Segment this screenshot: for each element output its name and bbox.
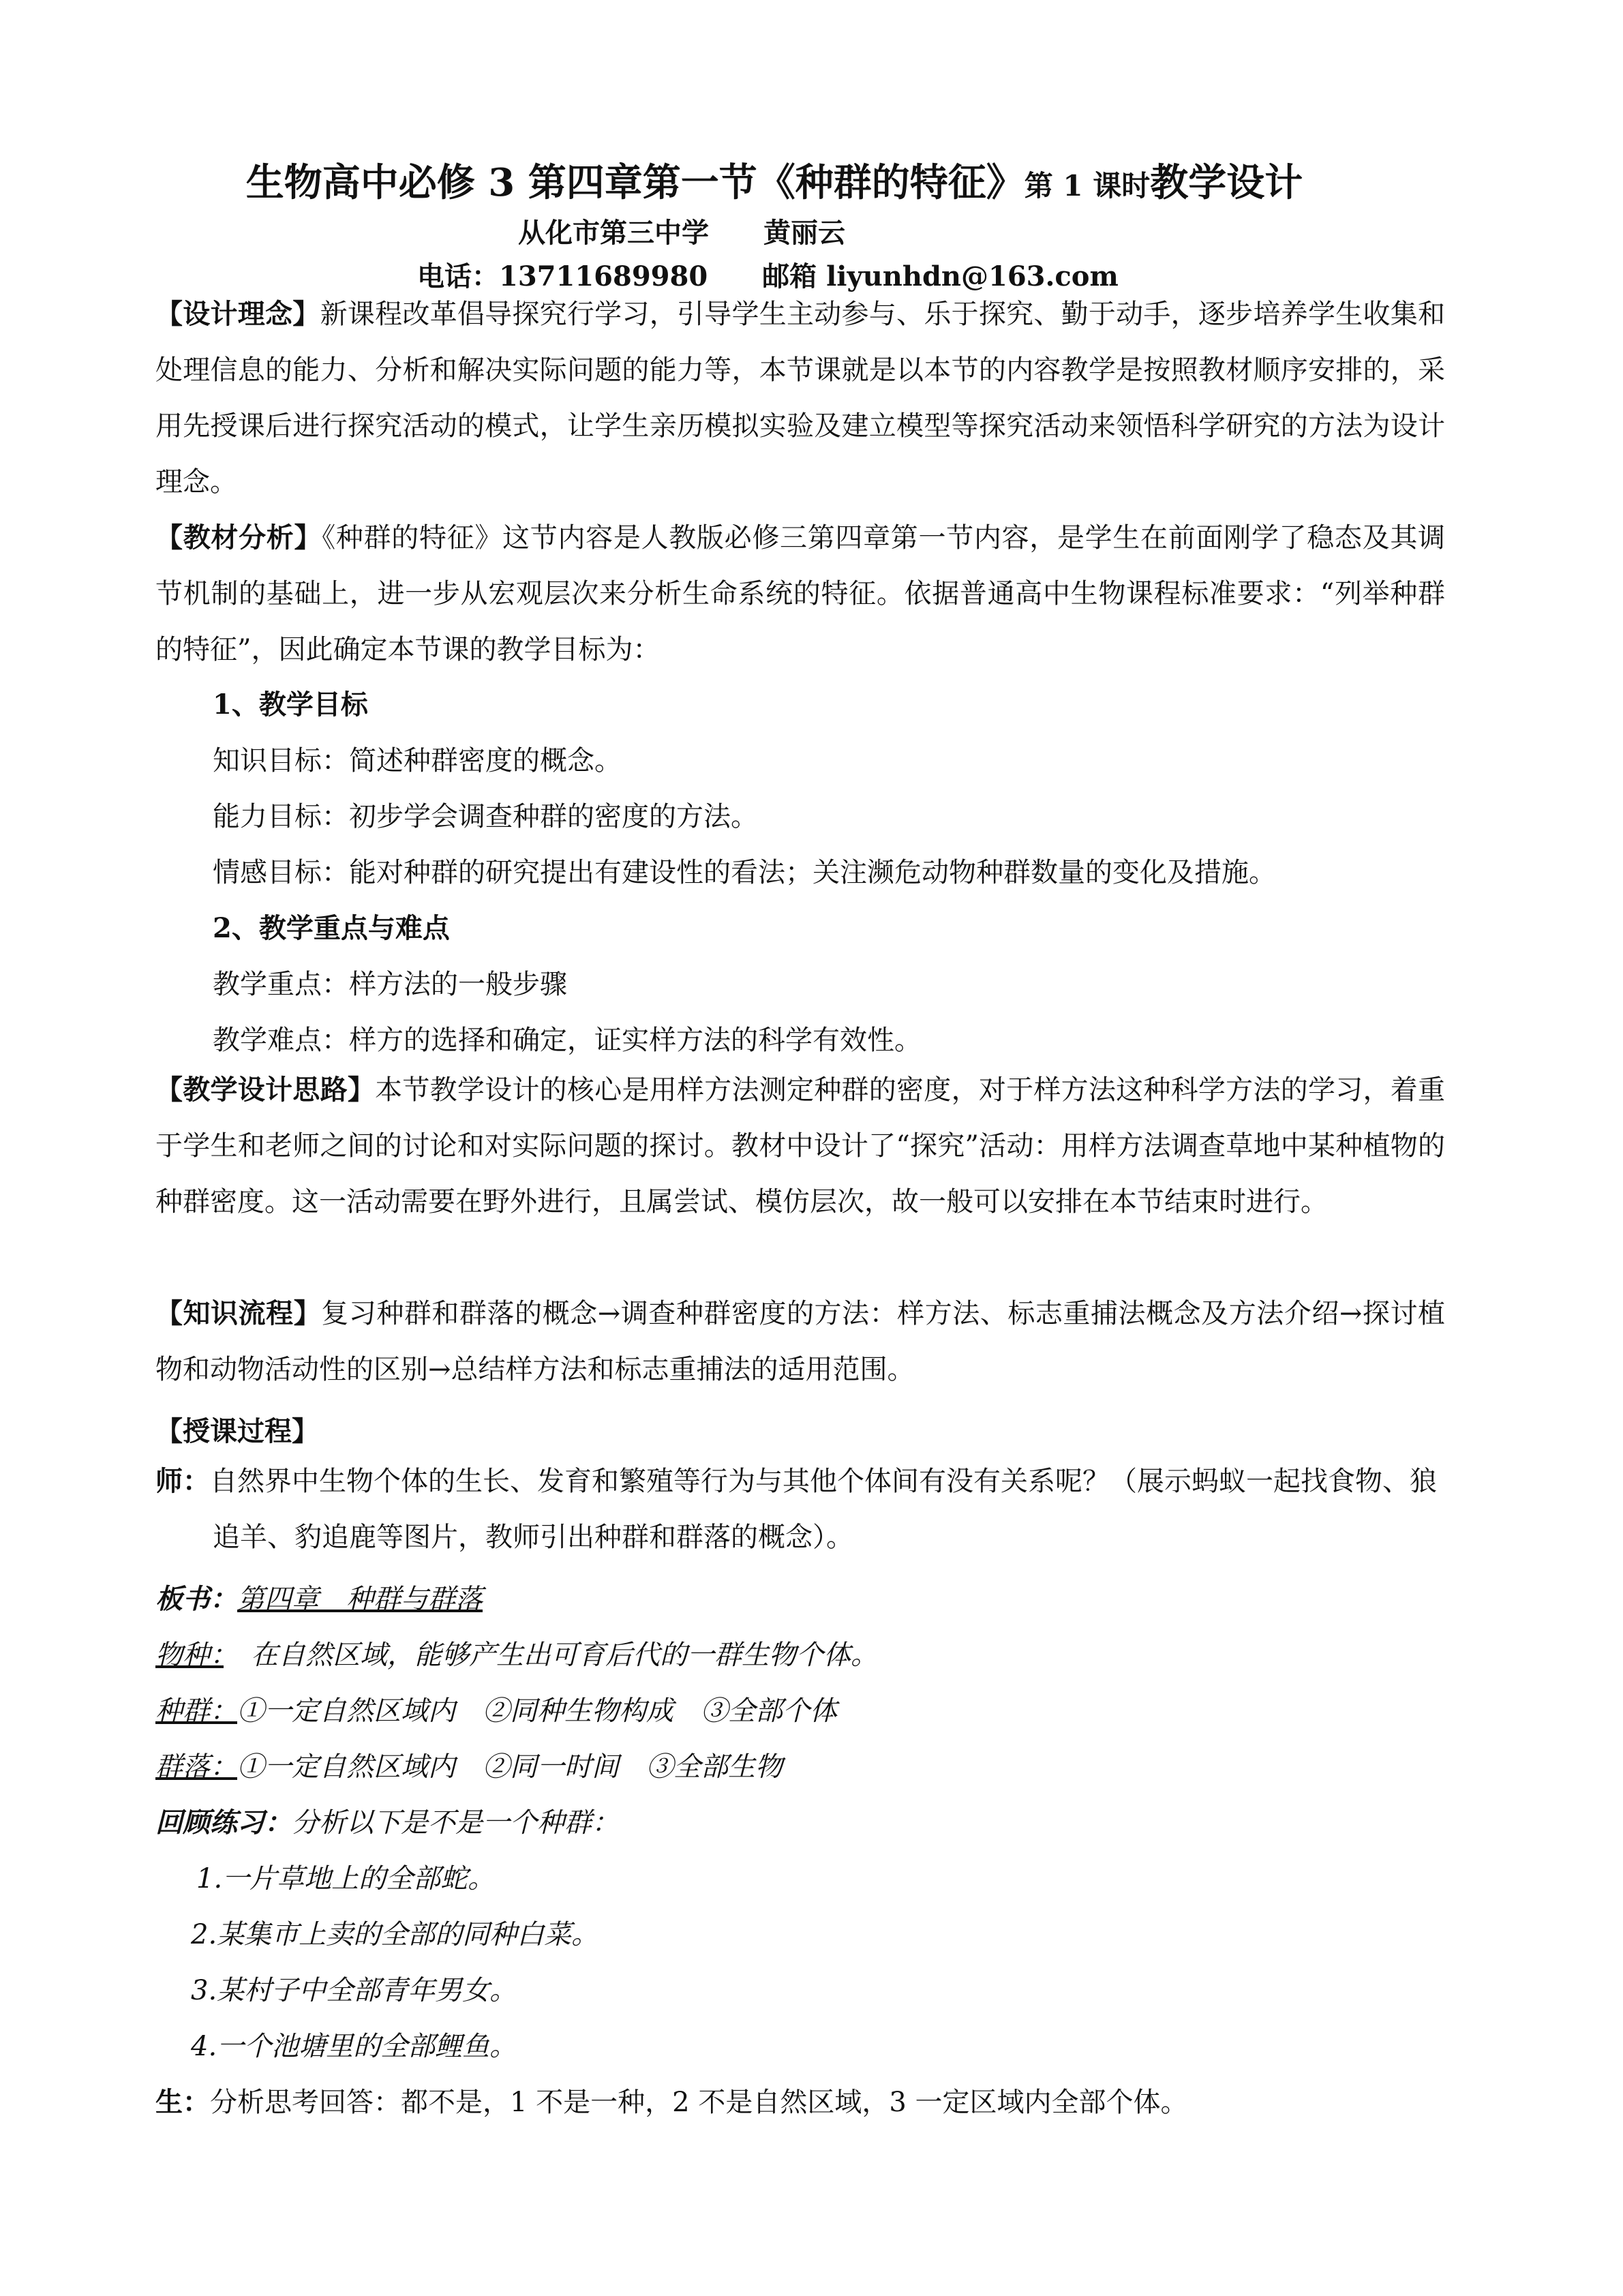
goal-ability: 能力目标：初步学会调查种群的密度的方法。 — [213, 801, 758, 832]
review-item: 1.一片草地上的全部蛇。 — [196, 1863, 496, 1894]
board-label: 板书： — [155, 1583, 237, 1615]
teacher-text: 自然界中生物个体的生长、发育和繁殖等行为与其他个体间有没有关系呢？（展示蚂蚁一起找食物、狼追羊、豹追鹿等图片，教师引出种群和群落的概念）。 — [210, 1466, 1437, 1553]
knowledge-flow-label: 【知识流程】 — [155, 1297, 322, 1329]
design-idea-text: 本节教学设计的核心是用样方法测定种群的密度，对于样方法这种科学方法的学习，着重于学生和老师之间的讨论和对实际问题的探讨。教材中设计了“探究”活动：用样方法调查草地中某种植物的种群密度。这一活动需要在野外进行，且属尝试、模仿层次，故一般可以安排在本节结束时进行。 — [155, 1074, 1446, 1218]
design-idea-label: 【教学设计思路】 — [155, 1074, 376, 1106]
goals-heading: 1、教学目标 — [213, 689, 368, 721]
population-text: ①一定自然区域内 ②同种生物构成 ③全部个体 — [237, 1695, 837, 1727]
review-line — [155, 1802, 619, 1843]
review-item: 4.一个池塘里的全部鲤鱼。 — [191, 2031, 517, 2062]
community-line — [155, 1747, 783, 1787]
key-point: 教学重点：样方法的一般步骤 — [213, 969, 567, 1000]
student-text: 分析思考回答：都不是，1 不是一种，2 不是自然区域，3 一定区域内全部个体。 — [210, 2087, 1188, 2118]
review-item: 2.某集市上卖的全部的同种白菜。 — [191, 1919, 599, 1950]
review-text: 分析以下是不是一个种群： — [292, 1807, 619, 1839]
material-analysis-label: 【教材分析】 — [155, 522, 322, 554]
species-text: 在自然区域，能够产生出可育后代的一群生物个体。 — [224, 1640, 878, 1671]
knowledge-flow-section — [155, 1286, 1445, 1398]
student-answer — [155, 2082, 1188, 2123]
difficulty-point: 教学难点：样方的选择和确定，证实样方法的科学有效性。 — [213, 1025, 922, 1056]
population-label: 种群： — [155, 1695, 237, 1727]
design-concept-section — [155, 286, 1445, 510]
review-item: 3.某村子中全部青年男女。 — [191, 1975, 517, 2006]
student-label: 生： — [155, 2086, 210, 2118]
material-analysis-text: 《种群的特征》这节内容是人教版必修三第四章第一节内容，是学生在前面刚学了稳态及其调节机制的基础上，进一步从宏观层次来分析生命系统的特征。依据普通高中生物课程标准要求：“列举种群的特征”，因此确定本节课的教学目标为： — [155, 522, 1446, 665]
design-idea-section — [155, 1062, 1445, 1230]
board-line — [155, 1579, 483, 1620]
process-heading: 【授课过程】 — [155, 1415, 319, 1447]
knowledge-flow-text: 复习种群和群落的概念→调查种群密度的方法：样方法、标志重捕法概念及方法介绍→探讨植物和动物活动性的区别→总结样方法和标志重捕法的适用范围。 — [155, 1298, 1446, 1385]
school-author: 从化市第三中学 黄丽云 — [518, 217, 845, 249]
teacher-speech — [155, 1453, 1445, 1565]
community-text: ①一定自然区域内 ②同一时间 ③全部生物 — [237, 1751, 783, 1783]
page-title: 生物高中必修 3 第四章第一节《种群的特征》第 1 课时教学设计 — [245, 160, 1303, 205]
species-line — [155, 1635, 878, 1676]
teacher-label: 师： — [155, 1465, 210, 1497]
species-label: 物种： — [155, 1640, 224, 1671]
goal-knowledge: 知识目标：简述种群密度的概念。 — [213, 745, 622, 776]
community-label: 群落： — [155, 1751, 237, 1783]
material-analysis-section — [155, 510, 1445, 678]
population-line — [155, 1691, 837, 1732]
goal-emotion: 情感目标：能对种群的研究提出有建设性的看法；关注濒危动物种群数量的变化及措施。 — [213, 857, 1276, 888]
design-concept-label: 【设计理念】 — [155, 298, 320, 330]
contact-info: 电话：13711689980 邮箱 liyunhdn@163.com — [417, 260, 1119, 292]
review-label: 回顾练习： — [155, 1807, 292, 1839]
board-text: 第四章 种群与群落 — [237, 1584, 483, 1615]
design-concept-text: 新课程改革倡导探究行学习，引导学生主动参与、乐于探究、勤于动手，逐步培养学生收集和处理信息的能力、分析和解决实际问题的能力等，本节课就是以本节的内容教学是按照教材顺序安排的，采用先授课后进行探究活动的模式，让学生亲历模拟实验及建立模型等探究活动来领悟科学研究的方法为设计理念。 — [155, 299, 1446, 498]
key-points-heading: 2、教学重点与难点 — [213, 912, 450, 944]
